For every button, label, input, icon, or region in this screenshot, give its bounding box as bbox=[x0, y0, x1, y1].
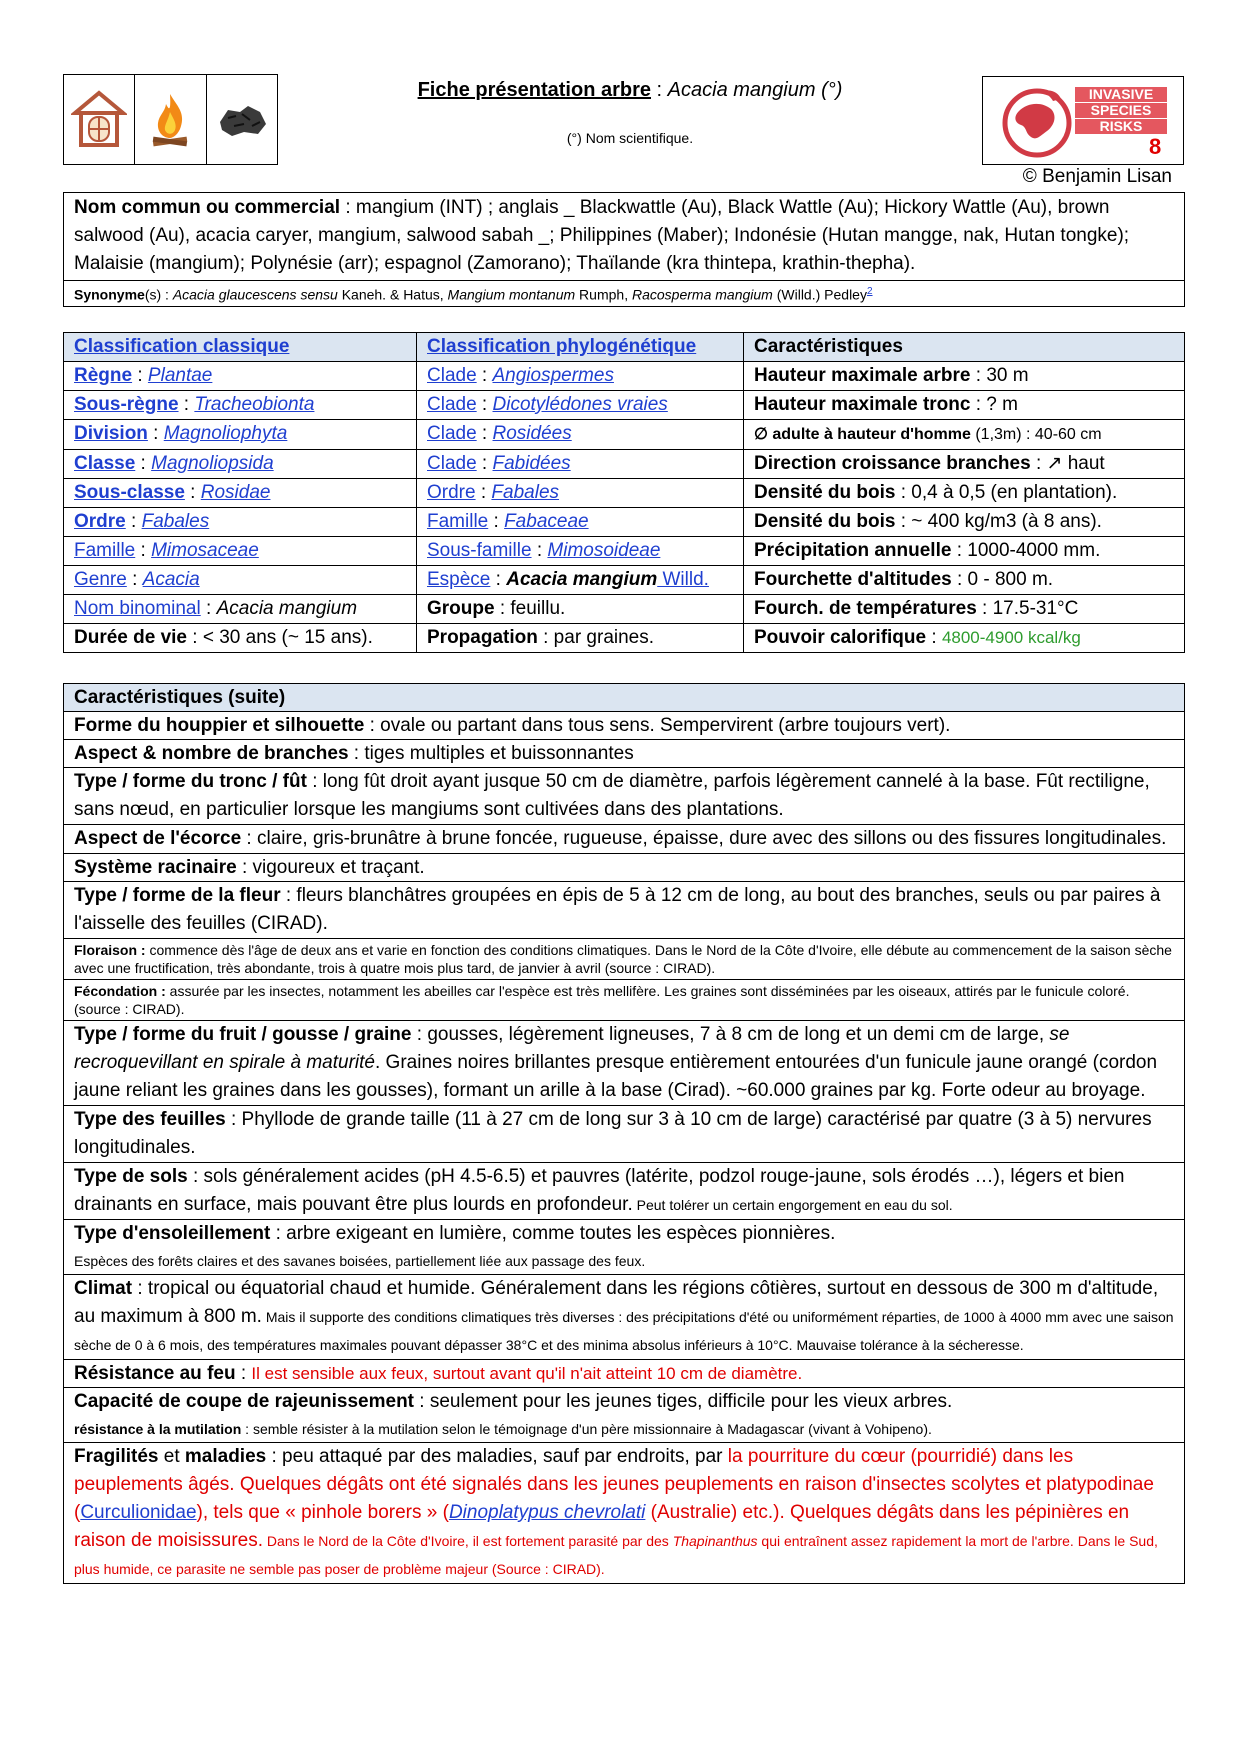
classic-cell-9: Durée de vie : < 30 ans (~ 15 ans). bbox=[64, 624, 417, 652]
classic-cell-1[interactable]: Sous-règne : Tracheobionta bbox=[64, 391, 417, 420]
logo-line-2: SPECIES bbox=[1075, 103, 1167, 118]
carac-cell-9: Pouvoir calorifique : 4800-4900 kcal/kg bbox=[754, 627, 1081, 648]
characteristics-suite-table bbox=[63, 683, 1185, 1584]
carac-cell-0: Hauteur maximale arbre : 30 m bbox=[744, 362, 1184, 391]
row-ensoleillement: Type d'ensoleillement : arbre exigeant en lumière, comme toutes les espèces pionnières. Espèces des forêts claires et des savanes boisées, partiellement liée aux passage des feux. bbox=[64, 1220, 1184, 1275]
row-fragilites: Fragilités et maladies : peu attaqué par des maladies, sauf par endroits, par la pourriture du cœur (pourridié) dans les peuplements âgés. Quelques dégâts ont été signalés dans les jeunes peuplements en raison d'insectes scolytes et platypodinae (Curculionidae), tels que « pinhole borers » (Dinoplatypus chevrolati (Australie) etc.). Quelques dégâts dans les pépinières en raison de moisissures. Dans le Nord de la Côte d'Ivoire, il est fortement parasité par des Thapinanthus qui entraînent assez rapidement la mort de l'arbre. Dans le Sud, plus humide, ce parasite ne semble pas poser de problème majeur (Source : CIRAD). bbox=[74, 1446, 1158, 1577]
carac-cell-6: Précipitation annuelle : 1000-4000 mm. bbox=[744, 537, 1184, 566]
logo-text bbox=[1075, 87, 1167, 135]
carac-cell-5: Densité du bois : ~ 400 kg/m3 (à 8 ans). bbox=[744, 508, 1184, 537]
row-feu: Résistance au feu : Il est sensible aux feux, surtout avant qu'il n'ait atteint 10 cm de diamètre. bbox=[64, 1360, 1184, 1388]
phylo-cell-7[interactable]: Espèce : Acacia mangium Willd. bbox=[417, 566, 744, 595]
row-branches: Aspect & nombre de branches : tiges multiples et buissonnantes bbox=[64, 740, 1184, 768]
classic-cell-0[interactable]: Règne : Plantae bbox=[64, 362, 417, 391]
link-curculionidae[interactable]: Curculionidae bbox=[80, 1502, 197, 1523]
classic-cell-3[interactable]: Classe : Magnoliopsida bbox=[64, 450, 417, 479]
classic-cell-6[interactable]: Famille : Mimosaceae bbox=[64, 537, 417, 566]
phylo-cell-2[interactable]: Clade : Rosidées bbox=[417, 420, 744, 450]
footnote-link[interactable]: 2 bbox=[866, 286, 873, 297]
common-names-row bbox=[64, 193, 1184, 281]
link-dinoplatypus[interactable]: Dinoplatypus chevrolati bbox=[448, 1502, 646, 1523]
synonym-3-author: (Willd.) Pedley bbox=[772, 286, 867, 303]
header-phylo[interactable]: Classification phylogénétique bbox=[417, 333, 744, 362]
suite-header: Caractéristiques (suite) bbox=[64, 684, 1184, 712]
carac-cell-4: Densité du bois : 0,4 à 0,5 (en plantation). bbox=[744, 479, 1184, 508]
row-feuilles: Type des feuilles : Phyllode de grande taille (11 à 27 cm de long sur 3 à 10 cm de large) caractérisé par quatre (3 à 5) nervures longitudinales. bbox=[64, 1106, 1184, 1163]
synonym-1-author: Kaneh. & Hatus, bbox=[337, 286, 448, 303]
header-classic[interactable]: Classification classique bbox=[64, 333, 417, 362]
carac-cell-2: ∅ adulte à hauteur d'homme (1,3m) : 40-60 cm bbox=[744, 420, 1184, 450]
synonym-3: Racosperma mangium bbox=[631, 286, 773, 303]
common-names-text: : mangium (INT) ; anglais _ Blackwattle (Au), Black Wattle (Au); Hickory Wattle (Au), brown salwood (Au), acacia caryer, mangium, salwood sabah _; Philippines (Maber); Indonésie (Hutan mangge, nak, Hutan tongke); Malaisie (mangium); Polynésie (arr); espagnol (Zamorano); Thaïlande (kra thintepa, krathin-thepha). bbox=[74, 197, 1130, 274]
title-species: Acacia mangium (°) bbox=[667, 79, 843, 101]
row-houppier: Forme du houppier et silhouette : ovale ou partant dans tous sens. Sempervirent (arbre toujours vert). bbox=[64, 712, 1184, 740]
page-title bbox=[330, 79, 930, 102]
synonym-label: Synonyme bbox=[74, 286, 145, 303]
phylo-cell-4[interactable]: Ordre : Fabales bbox=[417, 479, 744, 508]
classic-cell-5[interactable]: Ordre : Fabales bbox=[64, 508, 417, 537]
page-number: 8 bbox=[1149, 134, 1162, 159]
copyright: © Benjamin Lisan bbox=[1022, 166, 1172, 187]
phylo-cell-9: Propagation : par graines. bbox=[417, 624, 744, 652]
logo-line-3: RISKS bbox=[1075, 119, 1167, 134]
classic-cell-7[interactable]: Genre : Acacia bbox=[64, 566, 417, 595]
page-subtitle: (°) Nom scientifique. bbox=[566, 130, 694, 146]
charcoal-icon bbox=[207, 75, 277, 164]
phylo-cell-1[interactable]: Clade : Dicotylédones vraies bbox=[417, 391, 744, 420]
classification-table bbox=[63, 332, 1185, 653]
carac-cell-8: Fourch. de températures : 17.5-31°C bbox=[744, 595, 1184, 624]
classic-cell-4[interactable]: Sous-classe : Rosidae bbox=[64, 479, 417, 508]
classic-cell-8[interactable]: Nom binominal : Acacia mangium bbox=[64, 595, 417, 624]
row-floraison: Floraison : commence dès l'âge de deux ans et varie en fonction des conditions climatiques. Dans le Nord de la Côte d'Ivoire, elle débute au commencement de la saison sèche avec une fructification, très abondante, trois à quatre mois plus tard, de janvier à avril (source : CIRAD). bbox=[64, 939, 1184, 980]
classic-cell-2[interactable]: Division : Magnoliophyta bbox=[64, 420, 417, 450]
names-block bbox=[63, 192, 1185, 307]
row-ecorce: Aspect de l'écorce : claire, gris-brunâtre à brune foncée, rugueuse, épaisse, dure avec des sillons ou des fissures longitudinales. bbox=[64, 825, 1184, 854]
phylo-cell-6[interactable]: Sous-famille : Mimosoideae bbox=[417, 537, 744, 566]
carac-cell-1: Hauteur maximale tronc : ? m bbox=[744, 391, 1184, 420]
phylo-cell-3[interactable]: Clade : Fabidées bbox=[417, 450, 744, 479]
phylo-cell-0[interactable]: Clade : Angiospermes bbox=[417, 362, 744, 391]
row-coupe: Capacité de coupe de rajeunissement : seulement pour les jeunes tiges, difficile pour les vieux arbres. résistance à la mutilation : semble résister à la mutilation selon le témoignage d'un père missionnaire à Madagascar (vivant à Vohipeno). bbox=[64, 1388, 1184, 1443]
house-window-icon bbox=[64, 75, 135, 164]
carac-cell-7: Fourchette d'altitudes : 0 - 800 m. bbox=[744, 566, 1184, 595]
synonym-2-author: Rumph, bbox=[575, 286, 632, 303]
logo-line-1: INVASIVE bbox=[1075, 87, 1167, 102]
row-fleur: Type / forme de la fleur : fleurs blanchâtres groupées en épis de 5 à 12 cm de long, au bout des branches, seuls ou par paires à l'aisselle des feuilles (CIRAD). bbox=[64, 882, 1184, 939]
title-sep: : bbox=[651, 79, 668, 101]
synonym-s: (s) : bbox=[144, 286, 173, 303]
row-racine: Système racinaire : vigoureux et traçant. bbox=[64, 854, 1184, 882]
synonym-1: Acacia glaucescens sensu bbox=[172, 286, 338, 303]
row-sols: Type de sols : sols généralement acides (pH 4.5-6.5) et pauvres (latérite, podzol rouge-jaune, sols érodés …), légers et bien drainants en surface, mais pouvant être plus lourds en profondeur. Peut tolérer un certain engorgement en eau du sol. bbox=[64, 1163, 1184, 1220]
synonyms-row bbox=[64, 281, 1184, 306]
carac-cell-3: Direction croissance branches : ↗ haut bbox=[744, 450, 1184, 479]
row-fruit: Type / forme du fruit / gousse / graine : gousses, légèrement ligneuses, 7 à 8 cm de long et un demi cm de large, se recroquevillant en spirale à maturité. Graines noires brillantes presque entièrement entourées d'un funicule jaune orangé (cordon jaune reliant les graines dans les gousses), formant un arille à la base (Cirad). ~60.000 graines par kg. Forte odeur au broyage. bbox=[64, 1021, 1184, 1106]
phylo-cell-8: Groupe : feuillu. bbox=[417, 595, 744, 624]
invasive-species-logo-icon bbox=[997, 81, 1077, 161]
fire-icon bbox=[135, 75, 206, 164]
header-characteristics: Caractéristiques bbox=[744, 333, 1184, 362]
row-climat: Climat : tropical ou équatorial chaud et humide. Généralement dans les régions côtières, surtout en dessous de 300 m d'altitude, au maximum à 800 m. Mais il supporte des conditions climatiques très diverses : des précipitations d'été ou uniformément réparties, de 1000 à 4000 mm avec une saison sèche de 0 à 6 mois, des températures maximales pouvant dépasser 38°C et des minima absolus inférieurs à 10°C. Mauvaise tolérance à la sécheresse. bbox=[64, 1275, 1184, 1360]
synonym-2: Mangium montanum bbox=[447, 286, 576, 303]
row-tronc: Type / forme du tronc / fût : long fût droit ayant jusque 50 cm de diamètre, parfois légèrement cannelé à la base. Fût rectiligne, sans nœud, en particulier lorsque les mangiums sont cultivées dans des plantations. bbox=[64, 768, 1184, 825]
row-fecondation: Fécondation : assurée par les insectes, notamment les abeilles car l'espèce est très mellifère. Les graines sont disséminées par les oiseaux, attirés par le funicule coloré. (source : CIRAD). bbox=[64, 980, 1184, 1021]
logo-box bbox=[982, 76, 1184, 165]
common-names-label: Nom commun ou commercial bbox=[74, 197, 341, 218]
pictogram-box bbox=[63, 74, 278, 165]
phylo-cell-5[interactable]: Famille : Fabaceae bbox=[417, 508, 744, 537]
title-label: Fiche présentation arbre bbox=[417, 79, 651, 101]
